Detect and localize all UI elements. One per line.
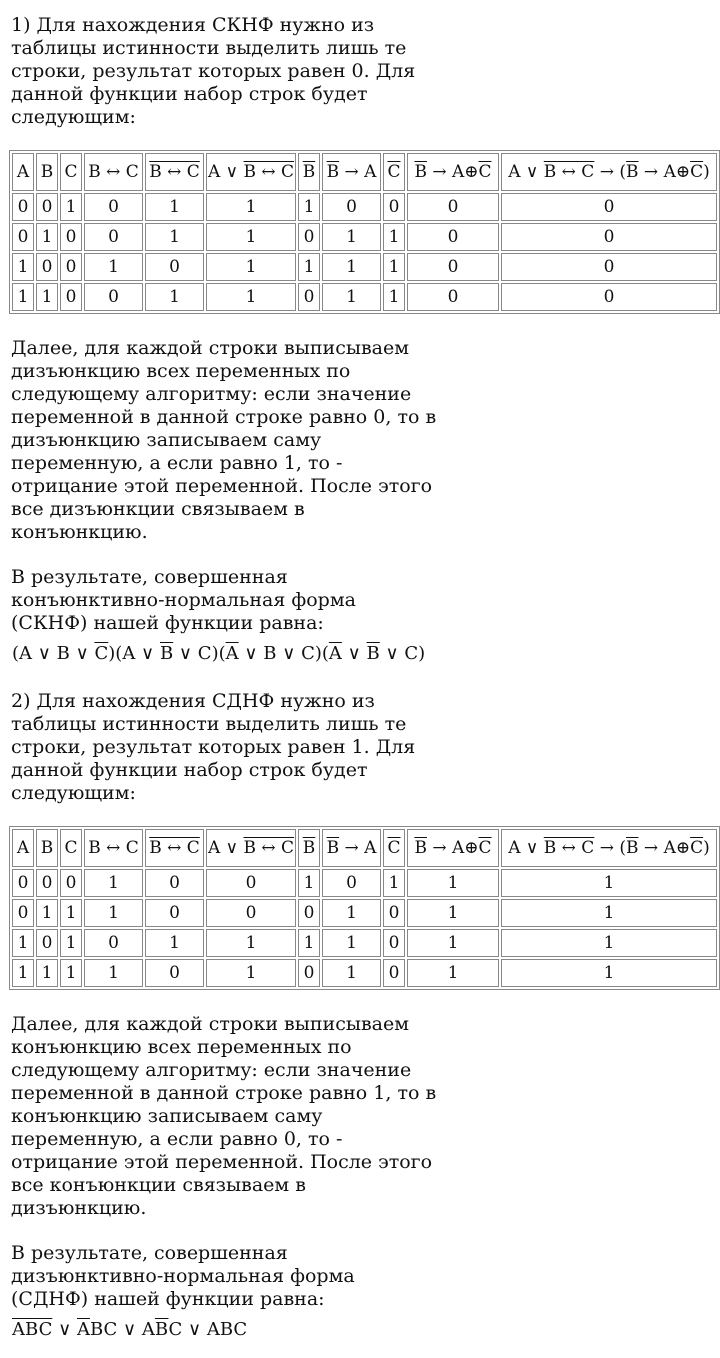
table-header-row	[12, 829, 717, 867]
table-row	[12, 253, 717, 281]
cell: 1	[407, 869, 499, 897]
cell: 1	[36, 899, 58, 927]
cell: 1	[322, 283, 381, 311]
cell: 1	[206, 223, 296, 251]
cell: 0	[145, 869, 204, 897]
cell: 0	[501, 193, 717, 221]
cell: 1	[36, 959, 58, 987]
header-a-or-not-b-equiv-c: A ∨ B ↔ C	[206, 153, 296, 191]
cell: 0	[298, 899, 320, 927]
cell: 1	[12, 253, 34, 281]
section1-result-text: В результате, совершенная конъюнктивно-нормальная форма (СКНФ) нашей функции равна:	[11, 566, 356, 634]
section1-intro: 1) Для нахождения СКНФ нужно из таблицы истинности выделить лишь те строки, результат которых равен 0. Для данной функции набор строк будет следующим:	[11, 14, 416, 128]
cell: 1	[12, 283, 34, 311]
header-result: A ∨ B ↔ $C \to (\overline{B}$ → $A\oplus\overline{C}$)	[501, 829, 717, 867]
cell: 1	[84, 253, 143, 281]
cell: 0	[84, 223, 143, 251]
cell: 1	[322, 253, 381, 281]
cell: 0	[206, 869, 296, 897]
cell: 0	[501, 283, 717, 311]
header-not-b-equiv-c: B ↔ C	[145, 153, 204, 191]
cell: 0	[298, 959, 320, 987]
cell: 0	[206, 899, 296, 927]
cell: 0	[84, 929, 143, 957]
header-not-b-equiv-c: B ↔ C	[145, 829, 204, 867]
cell: 1	[407, 899, 499, 927]
cell: 1	[206, 283, 296, 311]
cell: 0	[298, 223, 320, 251]
cell: 0	[145, 899, 204, 927]
cell: 1	[145, 929, 204, 957]
cell: 1	[206, 959, 296, 987]
cell: 0	[60, 253, 82, 281]
header-result: A ∨ B ↔ $C \to (\overline{B}$ → $A\oplus\overline{C}$)	[501, 153, 717, 191]
cell: 1	[298, 253, 320, 281]
header-not-b-impl-a-xor-not-c: $\overline{B}$ → $A\oplus\overline{C}$	[407, 153, 499, 191]
table-row	[12, 869, 717, 897]
table-row	[12, 929, 717, 957]
header-c: C	[60, 829, 82, 867]
cell: 0	[36, 929, 58, 957]
cell: 0	[383, 959, 405, 987]
section1-explanation: Далее, для каждой строки выписываем дизъюнкцию всех переменных по следующему алгоритму: если значение переменной в данной строке равно 0, то в дизъюнкцию записываем саму переменную, а если равно 1, то - отрицание этой переменной. После этого все дизъюнкции связываем в конъюнкцию.	[11, 337, 437, 543]
cell: 1	[383, 223, 405, 251]
cell: 1	[407, 929, 499, 957]
header-b-equiv-c: B ↔ C	[84, 829, 143, 867]
cell: 0	[84, 193, 143, 221]
cell: 0	[60, 283, 82, 311]
header-not-b-impl-a: $\overline{B} \to A$	[322, 153, 381, 191]
cell: 0	[383, 929, 405, 957]
cell: 0	[12, 899, 34, 927]
cell: 1	[383, 253, 405, 281]
truth-table-sdnf	[9, 826, 720, 990]
cell: 0	[12, 869, 34, 897]
sdnf-formula: $\overline{A}\overline{B}\overline{C}$ ∨ $\overline{A}BC$ ∨ $A\overline{B}C$ ∨ ABC	[12, 1319, 248, 1340]
cell: 1	[60, 929, 82, 957]
cell: 1	[322, 959, 381, 987]
cell: 1	[501, 929, 717, 957]
cell: 0	[501, 253, 717, 281]
cell: 1	[36, 283, 58, 311]
cell: 0	[84, 283, 143, 311]
cell: 1	[383, 869, 405, 897]
cell: 0	[145, 959, 204, 987]
cell: 0	[407, 253, 499, 281]
header-b: B	[36, 153, 58, 191]
header-not-c: $\overline{C}$	[383, 153, 405, 191]
cell: 1	[12, 929, 34, 957]
cell: 0	[12, 193, 34, 221]
cell: 0	[60, 223, 82, 251]
header-a: A	[12, 829, 34, 867]
cell: 1	[322, 899, 381, 927]
header-not-b: $\overline{B}$	[298, 829, 320, 867]
cell: 0	[407, 223, 499, 251]
cell: 1	[206, 193, 296, 221]
table-header-row	[12, 153, 717, 191]
cell: 1	[322, 929, 381, 957]
cell: 1	[84, 899, 143, 927]
table-row	[12, 223, 717, 251]
table-row	[12, 283, 717, 311]
cell: 1	[84, 869, 143, 897]
cell: 0	[322, 869, 381, 897]
cell: 1	[322, 223, 381, 251]
cell: 0	[12, 223, 34, 251]
cell: 1	[501, 959, 717, 987]
section2-intro: 2) Для нахождения СДНФ нужно из таблицы истинности выделить лишь те строки, результат которых равен 1. Для данной функции набор строк будет следующим:	[11, 690, 416, 804]
cell: 1	[206, 253, 296, 281]
table-row	[12, 193, 717, 221]
cell: 0	[145, 253, 204, 281]
header-c: C	[60, 153, 82, 191]
table-row	[12, 959, 717, 987]
section2-explanation: Далее, для каждой строки выписываем конъюнкцию всех переменных по следующему алгоритму: если значение переменной в данной строке равно 1, то в конъюнкцию записываем саму переменную, а если равно 0, то - отрицание этой переменной. После этого все конъюнкции связываем в дизъюнкцию.	[11, 1013, 437, 1219]
truth-table-sknf	[9, 150, 720, 314]
cell: 0	[383, 899, 405, 927]
sknf-formula: (A ∨ B ∨ $\overline{C})(A$ ∨ $\overline{B}$ ∨ $C)(\overline{A}$ ∨ B ∨ $C)(\overline{A}$ ∨ $\overline{B}$ ∨ C)	[12, 643, 426, 664]
cell: 1	[298, 929, 320, 957]
cell: 1	[145, 283, 204, 311]
cell: 1	[60, 899, 82, 927]
cell: 1	[84, 959, 143, 987]
cell: 0	[383, 193, 405, 221]
table-row	[12, 899, 717, 927]
header-a: A	[12, 153, 34, 191]
cell: 1	[206, 929, 296, 957]
cell: 0	[407, 193, 499, 221]
cell: 1	[60, 959, 82, 987]
cell: 1	[145, 223, 204, 251]
cell: 1	[12, 959, 34, 987]
cell: 1	[60, 193, 82, 221]
cell: 1	[501, 869, 717, 897]
header-not-b-impl-a-xor-not-c: $\overline{B}$ → $A\oplus\overline{C}$	[407, 829, 499, 867]
cell: 0	[60, 869, 82, 897]
cell: 0	[407, 283, 499, 311]
section2-result-text: В результате, совершенная дизъюнктивно-нормальная форма (СДНФ) нашей функции равна:	[11, 1242, 355, 1310]
cell: 1	[383, 283, 405, 311]
header-not-b: $\overline{B}$	[298, 153, 320, 191]
cell: 0	[298, 283, 320, 311]
cell: 1	[145, 193, 204, 221]
header-b: B	[36, 829, 58, 867]
cell: 0	[36, 253, 58, 281]
cell: 1	[407, 959, 499, 987]
cell: 0	[501, 223, 717, 251]
header-a-or-not-b-equiv-c: A ∨ B ↔ C	[206, 829, 296, 867]
cell: 1	[298, 869, 320, 897]
cell: 1	[298, 193, 320, 221]
cell: 1	[501, 899, 717, 927]
cell: 0	[36, 193, 58, 221]
cell: 0	[36, 869, 58, 897]
cell: 0	[322, 193, 381, 221]
header-b-equiv-c: B ↔ C	[84, 153, 143, 191]
header-not-c: $\overline{C}$	[383, 829, 405, 867]
header-not-b-impl-a: $\overline{B} \to A$	[322, 829, 381, 867]
cell: 1	[36, 223, 58, 251]
